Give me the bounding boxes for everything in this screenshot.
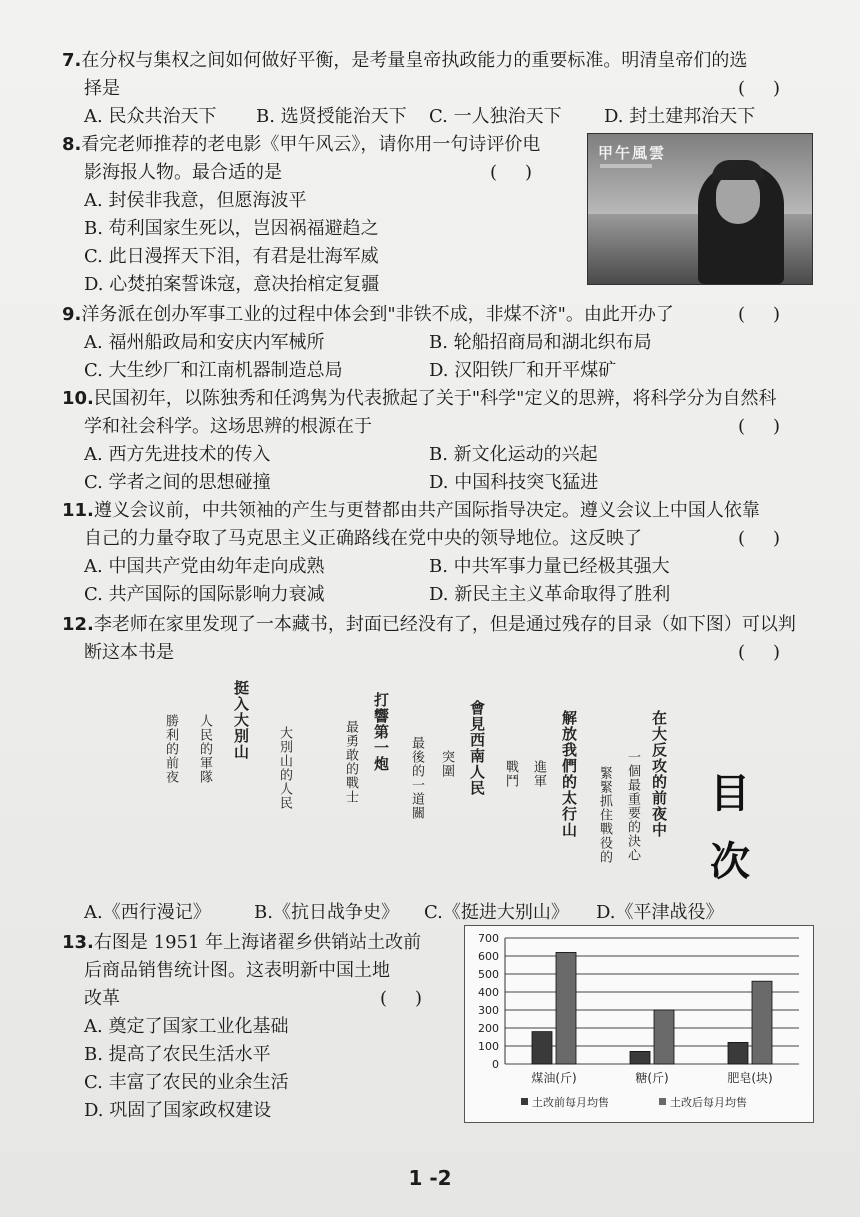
toc-entry: 最後的一道關 [409,736,424,820]
q10-answer-paren[interactable]: () [737,416,808,437]
q12-number: 12. [62,614,94,635]
poster-hat [712,160,764,180]
q13-stem-line1 [62,930,450,956]
poster-title: 甲午風雲 [598,144,667,162]
q13-stem-text: 右图是 1951 年上海诸翟乡供销站土改前 [93,932,422,953]
q10-option-a[interactable]: A. 西方先进技术的传入 [84,444,271,465]
q11-answer-paren[interactable]: () [737,528,808,549]
toc-entry: 人民的軍隊 [197,714,212,784]
toc-entry: 挺入大別山 [232,680,250,760]
q13-option-a[interactable]: A. 奠定了国家工业化基础 [84,1016,289,1037]
q10-number: 10. [62,388,94,409]
q11-number: 11. [62,500,94,521]
sales-bar-chart [464,925,814,1123]
q10-option-d[interactable]: D. 中国科技突飞猛进 [429,472,599,493]
bar-after [556,952,576,1064]
q7-stem-text-2: 择是 [84,78,120,99]
q11-stem-line2 [84,526,808,552]
q11-stem-line1 [62,498,808,524]
q7-option-d[interactable]: D. 封土建邦治天下 [604,106,756,127]
q7-stem-text: 在分权与集权之间如何做好平衡，是考量皇帝执政能力的重要标准。明清皇帝们的选 [81,50,748,71]
q11-stem-text-2: 自己的力量夺取了马克思主义正确路线在党中央的领导地位。这反映了 [84,528,642,549]
toc-entry: 緊緊抓住戰役的 [597,766,612,864]
q7-option-b[interactable]: B. 选贤授能治天下 [256,106,407,127]
q7-stem-line2 [84,76,808,102]
q8-stem-text: 看完老师推荐的老电影《甲午风云》，请你用一句诗评价电 [81,134,541,155]
q13-stem-line2: 后商品销售统计图。这表明新中国土地 [84,960,390,981]
q9-answer-paren[interactable]: () [737,304,808,325]
q10-stem-text-2: 学和社会科学。这场思辨的根源在于 [84,416,372,437]
y-tick-label: 700 [478,932,499,945]
toc-entry: 打響第一炮 [372,692,390,772]
q12-stem-line1 [62,612,808,638]
toc-entry: 勝利的前夜 [163,714,178,784]
q7-option-a[interactable]: A. 民众共治天下 [84,106,217,127]
q12-option-b[interactable]: B.《抗日战争史》 [254,902,399,923]
q13-option-c[interactable]: C. 丰富了农民的业余生活 [84,1072,289,1093]
q8-stem-line2 [84,160,560,186]
x-tick-label: 煤油(斤) [531,1071,577,1085]
toc-title-mu: 目 [710,771,750,817]
y-tick-label: 100 [478,1040,499,1053]
q7-number: 7. [62,50,82,71]
q7-option-c[interactable]: C. 一人独治天下 [429,106,562,127]
legend-label: 土改后每月均售 [670,1096,747,1109]
q9-stem-text: 洋务派在创办军事工业的过程中体会到"非铁不成，非煤不济"。由此开办了 [81,304,674,325]
table-of-contents-image [150,670,790,895]
q11-option-b[interactable]: B. 中共军事力量已经极其强大 [429,556,670,577]
q12-stem-text: 李老师在家里发现了一本藏书，封面已经没有了，但是通过残存的目录（如下图）可以判 [93,614,796,635]
legend-swatch [521,1098,528,1105]
toc-title-ci: 次 [710,839,750,885]
q12-option-d[interactable]: D.《平津战役》 [596,902,724,923]
q10-stem-line1 [62,386,808,412]
page-number: 1 -2 [408,1166,452,1190]
movie-poster-image [587,133,813,285]
legend-swatch [659,1098,666,1105]
y-tick-label: 400 [478,986,499,999]
q11-option-a[interactable]: A. 中国共产党由幼年走向成熟 [84,556,325,577]
q9-stem-line1 [62,302,808,328]
q10-stem-line2 [84,414,808,440]
q8-answer-paren[interactable]: () [489,162,560,183]
bar-before [630,1051,650,1064]
bar-after [752,981,772,1064]
q11-option-d[interactable]: D. 新民主主义革命取得了胜利 [429,584,671,605]
q13-number: 13. [62,932,94,953]
q9-option-a[interactable]: A. 福州船政局和安庆内军械所 [84,332,325,353]
q8-option-b[interactable]: B. 苟利国家生死以，岂因祸福避趋之 [84,218,379,239]
toc-entry: 一個最重要的決心 [625,750,640,862]
q8-stem-text-2: 影海报人物。最合适的是 [84,162,282,183]
chart-svg [465,926,813,1122]
toc-entry: 戰鬥 [503,760,518,788]
q9-option-c[interactable]: C. 大生纱厂和江南机器制造总局 [84,360,343,381]
q13-answer-paren[interactable]: () [379,988,450,1009]
toc-entry: 會見西南人民 [468,700,486,796]
y-tick-label: 600 [478,950,499,963]
q8-option-a[interactable]: A. 封侯非我意，但愿海波平 [84,190,307,211]
toc-entry: 大別山的人民 [277,726,292,810]
y-tick-label: 300 [478,1004,499,1017]
x-tick-label: 糖(斤) [635,1071,669,1085]
toc-entry: 在大反攻的前夜中 [650,710,668,838]
q12-option-c[interactable]: C.《挺进大别山》 [424,902,569,923]
toc-entry: 解放我們的太行山 [560,710,578,838]
q8-option-c[interactable]: C. 此日漫挥天下泪，有君是壮海军威 [84,246,379,267]
q13-stem-line3 [84,986,450,1012]
q11-stem-text: 遵义会议前，中共领袖的产生与更替都由共产国际指导决定。遵义会议上中国人依靠 [93,500,760,521]
q10-option-b[interactable]: B. 新文化运动的兴起 [429,444,598,465]
q8-option-d[interactable]: D. 心焚拍案誓诛寇，意决抬棺定复疆 [84,274,380,295]
q12-stem-text-2: 断这本书是 [84,642,174,663]
y-tick-label: 0 [492,1058,499,1071]
poster-subtitle-bar [600,164,652,168]
q7-answer-paren[interactable]: () [737,78,808,99]
q12-option-a[interactable]: A.《西行漫记》 [84,902,211,923]
q13-option-d[interactable]: D. 巩固了国家政权建设 [84,1100,272,1121]
toc-entry: 進軍 [531,760,546,788]
q12-stem-line2 [84,640,808,666]
q13-stem-text-3: 改革 [84,988,120,1009]
q11-option-c[interactable]: C. 共产国际的国际影响力衰减 [84,584,325,605]
q10-option-c[interactable]: C. 学者之间的思想碰撞 [84,472,271,493]
q13-option-b[interactable]: B. 提高了农民生活水平 [84,1044,271,1065]
q8-number: 8. [62,134,82,155]
q12-answer-paren[interactable]: () [737,642,808,663]
x-tick-label: 肥皂(块) [727,1071,773,1085]
y-tick-label: 500 [478,968,499,981]
toc-entry: 最勇敢的戰士 [343,720,358,804]
q7-stem-line1 [62,48,808,74]
q10-stem-text: 民国初年，以陈独秀和任鸿隽为代表掀起了关于"科学"定义的思辨，将科学分为自然科 [93,388,777,409]
legend-label: 土改前每月均售 [532,1096,609,1109]
q9-option-d[interactable]: D. 汉阳铁厂和开平煤矿 [429,360,617,381]
bar-before [728,1042,748,1064]
bar-after [654,1010,674,1064]
toc-entry: 突圍 [439,750,454,778]
y-tick-label: 200 [478,1022,499,1035]
q9-number: 9. [62,304,82,325]
bar-before [532,1032,552,1064]
q9-option-b[interactable]: B. 轮船招商局和湖北织布局 [429,332,652,353]
